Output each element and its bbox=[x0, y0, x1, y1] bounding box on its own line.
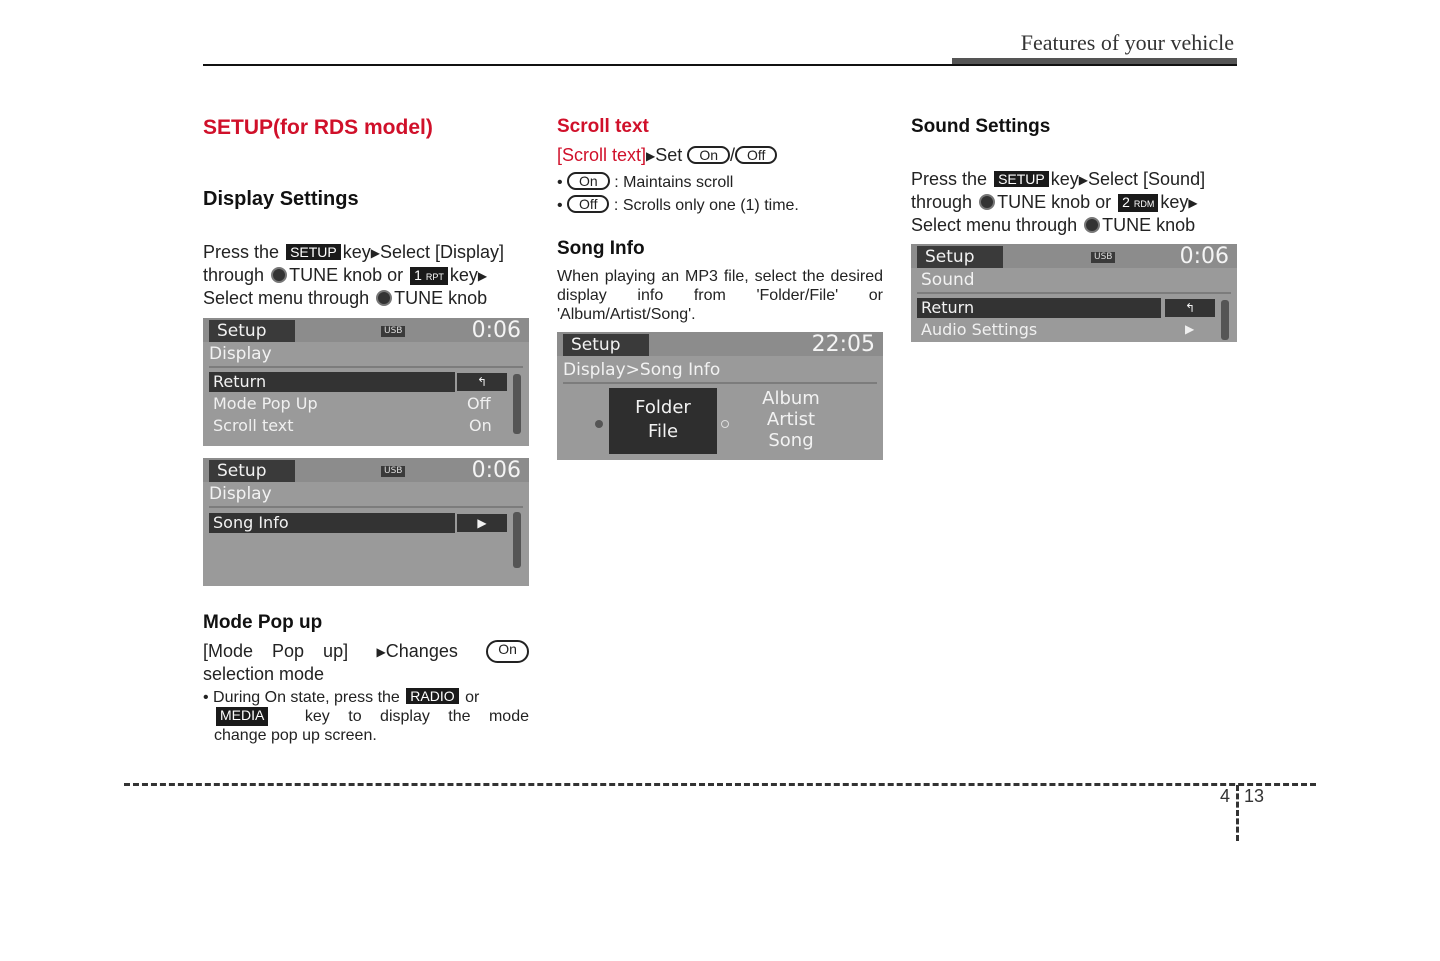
chapter-number: 4 bbox=[1220, 786, 1231, 806]
scroll-text-heading: Scroll text bbox=[557, 116, 649, 137]
page-number: 13 bbox=[1244, 786, 1265, 806]
menu-item-return[interactable]: Return bbox=[917, 298, 1161, 318]
radio-unselected-icon[interactable] bbox=[721, 420, 729, 428]
display-settings-heading: Display Settings bbox=[203, 188, 359, 210]
arrow-right-icon: ▶ bbox=[1188, 196, 1198, 210]
sound-settings-screen bbox=[911, 244, 1237, 342]
screen-subtitle: Display bbox=[209, 344, 272, 364]
menu-item-scroll-text[interactable]: Scroll text bbox=[213, 416, 294, 435]
arrow-right-icon: ▶ bbox=[1078, 173, 1088, 187]
usb-icon: USB bbox=[1091, 252, 1115, 263]
menu-item-song-info[interactable]: Song Info bbox=[209, 513, 455, 533]
arrow-right-icon: ▶ bbox=[376, 645, 386, 659]
off-pill: Off bbox=[567, 195, 609, 213]
arrow-right-icon: ▶ bbox=[646, 149, 656, 163]
rpt-key: 1 RPT bbox=[410, 267, 448, 285]
usb-icon: USB bbox=[381, 326, 405, 337]
setup-key: SETUP bbox=[286, 244, 341, 260]
screen-tab: Setup bbox=[563, 334, 649, 356]
on-pill: On bbox=[567, 172, 610, 190]
usb-icon: USB bbox=[381, 466, 405, 477]
screen-tab: Setup bbox=[209, 460, 295, 482]
display-settings-screen bbox=[203, 318, 529, 446]
clock: 0:06 bbox=[471, 318, 521, 343]
sound-settings-heading: Sound Settings bbox=[911, 116, 1051, 137]
arrow-right-icon: ▶ bbox=[477, 269, 488, 283]
scroll-on-bullet: • On : Maintains scroll bbox=[557, 173, 734, 191]
return-icon: ↰ bbox=[457, 373, 507, 391]
scrollbar bbox=[513, 512, 521, 568]
tune-knob-icon bbox=[979, 194, 995, 210]
tune-knob-icon bbox=[271, 267, 287, 283]
return-icon: ↰ bbox=[1165, 299, 1215, 317]
on-pill: On bbox=[687, 146, 730, 164]
clock: 22:05 bbox=[811, 332, 875, 357]
setup-key: SETUP bbox=[994, 171, 1049, 187]
section-title: SETUP(for RDS model) bbox=[203, 116, 433, 139]
arrow-right-icon: ▶ bbox=[1185, 322, 1195, 336]
screen-tab: Setup bbox=[209, 320, 295, 342]
song-info-menu-screen bbox=[203, 458, 529, 586]
radio-key: RADIO bbox=[406, 688, 458, 704]
scrollbar bbox=[1221, 300, 1229, 340]
screen-subtitle: Sound bbox=[921, 270, 975, 290]
running-header-title: Features of your vehicle bbox=[1020, 30, 1234, 55]
mode-pop-up-heading: Mode Pop up bbox=[203, 612, 323, 633]
clock: 0:06 bbox=[471, 458, 521, 483]
footer-rule bbox=[124, 783, 1316, 786]
menu-item-mode-pop-up[interactable]: Mode Pop Up bbox=[213, 394, 318, 413]
arrow-right-icon: ▶ bbox=[370, 246, 380, 260]
song-info-heading: Song Info bbox=[557, 238, 645, 259]
mode-pop-up-value: Off bbox=[467, 394, 491, 413]
mode-pop-up-text: [Mode Pop up] ▶Changes On selection mode bbox=[203, 640, 529, 685]
song-info-screen bbox=[557, 332, 883, 460]
scrollbar bbox=[513, 374, 521, 434]
scroll-text-line: [Scroll text]▶Set On / Off bbox=[557, 144, 777, 167]
option-folder-file[interactable]: Folder File bbox=[609, 388, 717, 454]
menu-item-audio-settings[interactable]: Audio Settings bbox=[921, 320, 1038, 339]
rdm-key: 2 RDM bbox=[1118, 194, 1158, 212]
display-instructions: Press the SETUP key▶Select [Display] through TUNE knob or 1 RPT key▶ Select menu through TUNE knob bbox=[203, 242, 505, 308]
screen-tab: Setup bbox=[917, 246, 1003, 268]
media-key: MEDIA bbox=[216, 707, 268, 726]
footer-divider bbox=[1236, 785, 1239, 841]
option-album-artist-song[interactable]: Album Artist Song bbox=[762, 388, 820, 451]
sound-instructions: Press the SETUP key▶Select [Sound] through TUNE knob or 2 RDM key▶ Select menu through TUNE knob bbox=[911, 169, 1206, 235]
off-pill: Off bbox=[735, 146, 777, 164]
on-pill: On bbox=[486, 640, 529, 663]
menu-item-return[interactable]: Return bbox=[209, 372, 455, 392]
arrow-right-icon: ▶ bbox=[457, 514, 507, 532]
mode-pop-up-bullet: • During On state, press the RADIO or MEDIA key to display the mode change pop up screen. bbox=[203, 688, 529, 744]
radio-selected-icon[interactable] bbox=[595, 420, 603, 428]
tune-knob-icon bbox=[376, 290, 392, 306]
scroll-off-bullet: • Off : Scrolls only one (1) time. bbox=[557, 196, 799, 214]
clock: 0:06 bbox=[1179, 244, 1229, 269]
screen-subtitle: Display bbox=[209, 484, 272, 504]
song-info-text: When playing an MP3 file, select the desired display info from 'Folder/File' or 'Album/Artist/Song'. bbox=[557, 268, 883, 323]
tune-knob-icon bbox=[1084, 217, 1100, 233]
header-rule bbox=[203, 64, 1237, 66]
screen-subtitle: Display>Song Info bbox=[563, 360, 721, 380]
scroll-text-value: On bbox=[469, 416, 492, 435]
